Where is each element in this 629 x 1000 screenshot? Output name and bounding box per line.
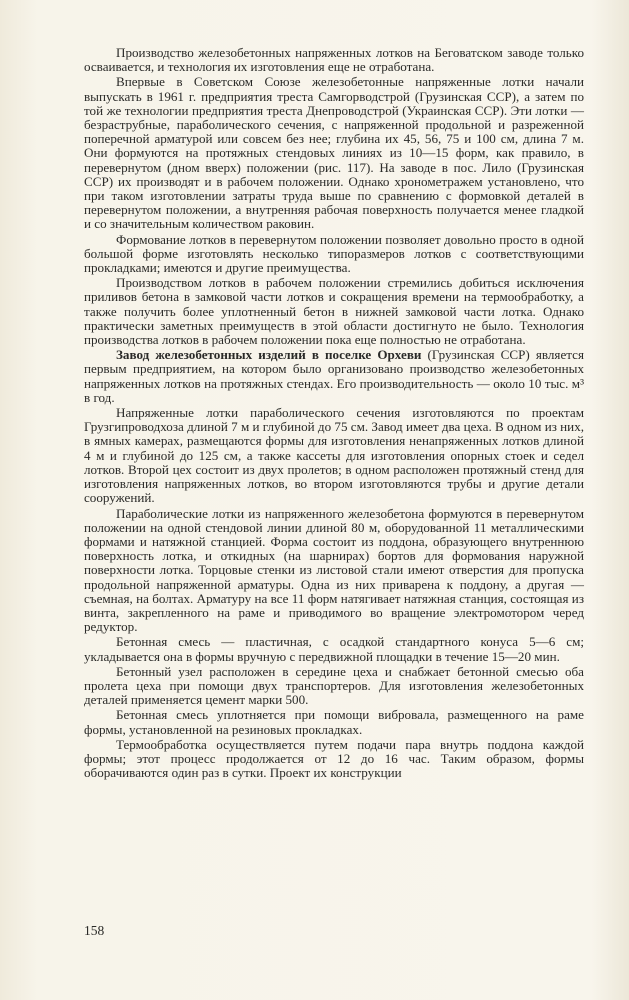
paragraph: Параболические лотки из напряженного железобетона формуются в перевернутом положении на одной стендовой линии длиной 80 м, оборудованной 11 металлическими формами и натяжной станцией. Форма состоит из поддона, образующего внутреннюю поверхность лотка, и откидных (на шарнирах) бортов для формования наружной поверхности лотка. Торцовые стенки из листовой стали имеют отверстия для пропуска продольной напряженной арматуры. Одна из них приварена к поддону, а другая — съемная, на болтах. Арматуру на все 11 форм натягивает натяжная станция, состоящая из винта, закрепленного на раме и приводимого во вращение электромотором черед редуктор. xyxy=(84,505,584,635)
paragraph: Формование лотков в перевернутом положении позволяет довольно просто в одной большой форме изготовлять несколько типоразмеров лотков с соответствующими прокладками; имеются и другие преимущества. xyxy=(84,231,584,276)
paragraph: Бетонный узел расположен в середине цеха и снабжает бетонной смесью оба пролета цеха при помощи двух транспортеров. Для изготовления железобетонных деталей применяется цемент марки 500. xyxy=(84,663,584,708)
paragraph: Впервые в Советском Союзе железобетонные напряженные лотки начали выпускать в 1961 г. предприятия треста Самгорводстрой (Грузинская ССР), а затем по той же технологии предприятия треста Днепроводстрой (Украинская ССР). Эти лотки — безраструбные, параболического сечения, с напряженной продольной и разреженной поперечной арматурой или совсем без нее; глубина их 45, 56, 75 и 100 см, длина 7 м. Они формуются на протяжных стендовых линиях из 10—15 форм, как правило, в перевернутом (дном вверх) положении (рис. 117). На заводе в пос. Лило (Грузинская ССР) их производят и в рабочем положении. Однако хронометражем установлено, что при таком изготовлении затраты труда выше по сравнению с формовкой деталей в перевернутом положении, а внутренняя рабочая поверхность получается менее гладкой и со значительным количеством раковин. xyxy=(84,74,584,232)
paragraph: Термообработка осуществляется путем подачи пара внутрь поддона каждой формы; этот процесс продолжается от 12 до 16 час. Таким образом, формы оборачиваются один раз в сутки. Проект их конструкции xyxy=(84,736,584,781)
paragraph: Бетонная смесь — пластичная, с осадкой стандартного конуса 5—6 см; укладывается она в формы вручную с передвижной площадки в течение 15—20 мин. xyxy=(84,634,584,664)
paragraph: Производством лотков в рабочем положении стремились добиться исключения приливов бетона в замковой части лотков и сокращения времени на термообработку, а также получить более уплотненный бетон в нижней замковой части лотка. Однако практически заметных преимуществ в этой области достигнуто не было. Технология производства лотков в рабочем положении пока еще полностью не отработана. xyxy=(84,275,584,348)
body-text xyxy=(84,46,584,781)
page-number: 158 xyxy=(84,923,105,938)
paragraph: Напряженные лотки параболического сечения изготовляются по проектам Грузгипроводхоза длиной 7 м и глубиной до 75 см. Завод имеет два цеха. В одном из них, в ямных камерах, размещаются формы для изготовления ненапряженных лотков длиной 4 м и глубиной до 125 см, а также кассеты для изготовления опорных стоек и седел лотков. Второй цех состоит из двух пролетов; в одном расположен протяжный стенд для изготовления напряженных лотков, во втором изготовляются трубы и другие детали сооружений. xyxy=(84,405,585,506)
paragraph: Бетонная смесь уплотняется при помощи вибровала, размещенного на раме формы, установленной на резиновых прокладках. xyxy=(84,707,584,737)
paragraph: Производство железобетонных напряженных лотков на Беговатском заводе только осваивается, и технология их изготовления еще не отработана. xyxy=(84,45,584,75)
paragraph-with-heading: Завод железобетонных изделий в поселке Орхеви (Грузинская ССР) является первым предприятием, на котором было организовано производство железобетонных напряженных лотков на протяжных стендах. Его производительность — около 10 тыс. м³ в год. xyxy=(84,347,584,405)
inline-heading: Завод железобетонных изделий в поселке Орхеви xyxy=(116,347,422,363)
